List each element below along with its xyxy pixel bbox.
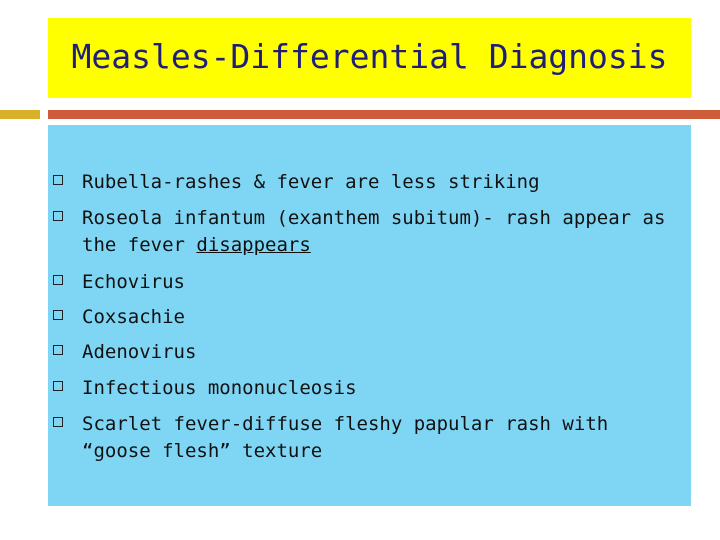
slide-title: Measles-Differential Diagnosis [71, 37, 668, 76]
underlined-word: disappears [196, 234, 311, 256]
list-item-text [82, 205, 685, 259]
list-item-text-main: Roseola infantum (exanthem subitum)- rash appear as the fever [82, 207, 666, 256]
list-item-text: Echovirus [82, 271, 185, 293]
square-bullet-icon [53, 417, 63, 427]
title-box [48, 18, 691, 98]
list-item-text: Coxsachie [82, 306, 185, 328]
square-bullet-icon [53, 310, 63, 320]
square-bullet-icon [53, 381, 63, 391]
list-item-text: Scarlet fever-diffuse fleshy papular rash with “goose flesh” texture [82, 413, 609, 462]
list-item-text: Adenovirus [82, 341, 197, 363]
content-box [48, 125, 691, 506]
list-item-text: Rubella-rashes & fever are less striking [82, 171, 540, 193]
list-item-text: Infectious mononucleosis [82, 377, 357, 399]
square-bullet-icon [53, 175, 63, 185]
square-bullet-icon [53, 345, 63, 355]
accent-bar-left [0, 110, 40, 119]
square-bullet-icon [53, 275, 63, 285]
square-bullet-icon [53, 211, 63, 221]
accent-bar-right [48, 110, 720, 119]
